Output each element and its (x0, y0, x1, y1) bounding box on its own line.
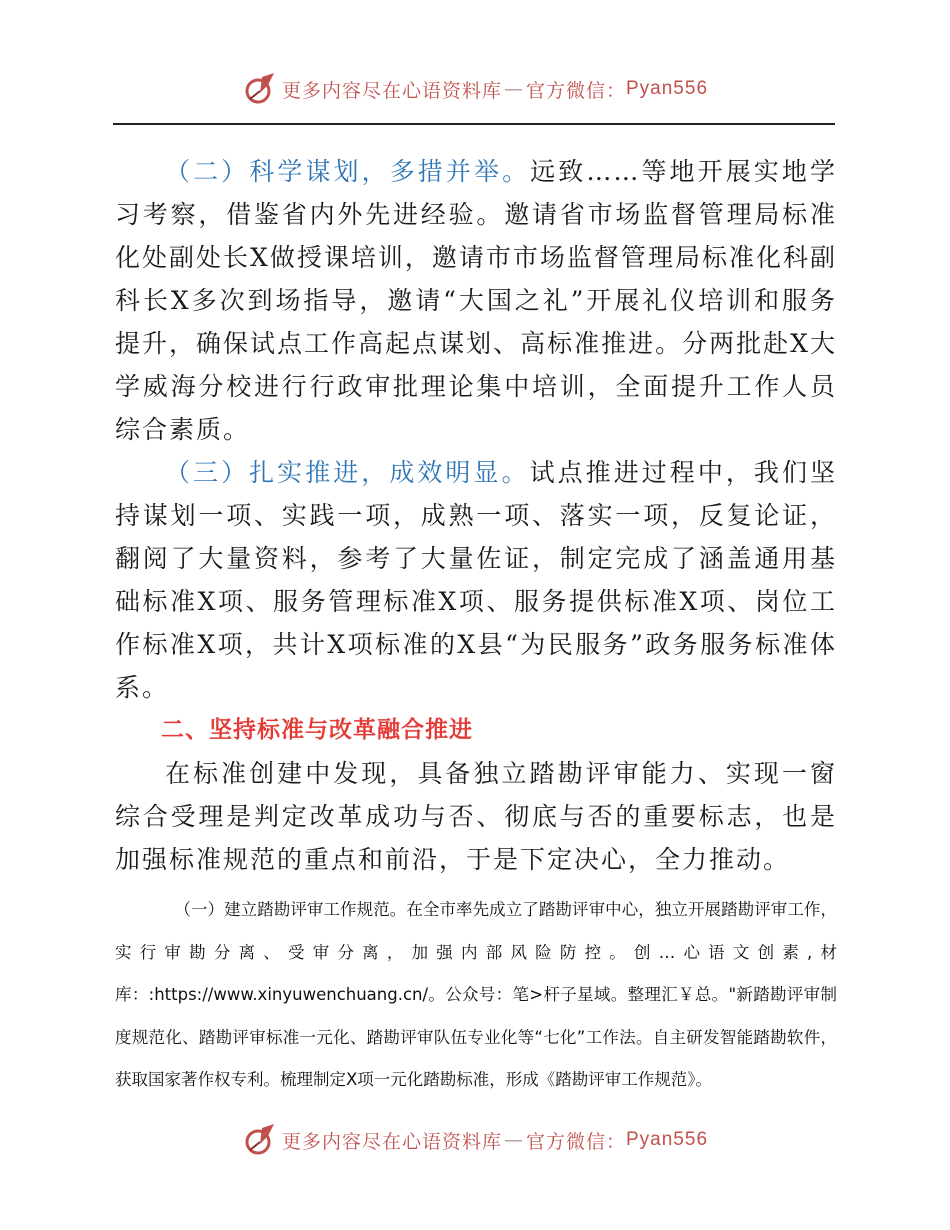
banner-wechat-id: Pyan556 (626, 1129, 709, 1150)
paragraph-1-body: 远致……等地开展实地学习考察，借鉴省内外先进经验。邀请省市场监督管理局标准化处副处长X做授课培训，邀请市市场监督管理局标准化科副科长X多次到场指导，邀请“大国之礼”开展礼仪培训和服务提升，确保试点工作高起点谋划、高标准推进。分两批赴X大学威海分校进行行政审批理论集中培训，全面提升工作人员综合素质。 (115, 157, 837, 444)
document-body (115, 150, 837, 1102)
banner-text: 更多内容尽在心语资料库 (281, 79, 502, 102)
quill-logo-icon (242, 71, 278, 107)
subheading-3: （三）扎实推进，成效明显。 (165, 458, 530, 487)
quill-logo-icon (242, 1122, 278, 1158)
paragraph-1 (115, 150, 837, 451)
section-2-title: 二、坚持标准与改革融合推进 (161, 717, 473, 743)
banner-text: 更多内容尽在心语资料库 (281, 1130, 502, 1153)
paragraph-3: 在标准创建中发现，具备独立踏勘评审能力、实现一窗综合受理是判定改革成功与否、彻底与否的重要标志，也是加强标准规范的重点和前沿，于是下定决心，全力推动。 (115, 759, 837, 874)
paragraph-2-body: 试点推进过程中，我们坚持谋划一项、实践一项，成熟一项、落实一项，反复论证，翻阅了大量资料，参考了大量佐证，制定完成了涵盖通用基础标准X项、服务管理标准X项、服务提供标准X项、岗位工作标准X项，共计X项标准的X县“为民服务”政务服务标准体系。 (115, 458, 837, 702)
banner-wechat-id: Pyan556 (626, 78, 709, 99)
paragraph-4: （一）建立踏勘评审工作规范。在全市率先成立了踏勘评审中心，独立开展踏勘评审工作，实行审勘分离、受审分离，加强内部风险防控。创…心语文创素,材库：:https://www.xinyuwenchuang.cn/。公众号：笔>杆子星域。整理汇￥总。"新踏勘评审制度规范化、踏勘评审标准一元化、踏勘评审队伍专业化等“七化”工作法。自主研发智能踏勘软件，获取国家著作权专利。梳理制定X项一元化踏勘标准，形成《踏勘评审工作规范》。 (115, 900, 837, 1089)
banner-wechat-label: 官方微信： (525, 79, 626, 102)
footer-banner (0, 1120, 950, 1160)
banner-dash: — (503, 78, 524, 100)
header-banner (0, 69, 950, 109)
header-divider (113, 123, 835, 125)
banner-dash: — (503, 1129, 524, 1151)
paragraph-2 (115, 451, 837, 709)
subheading-2: （二）科学谋划，多措并举。 (165, 157, 531, 186)
banner-wechat-label: 官方微信： (525, 1130, 626, 1153)
